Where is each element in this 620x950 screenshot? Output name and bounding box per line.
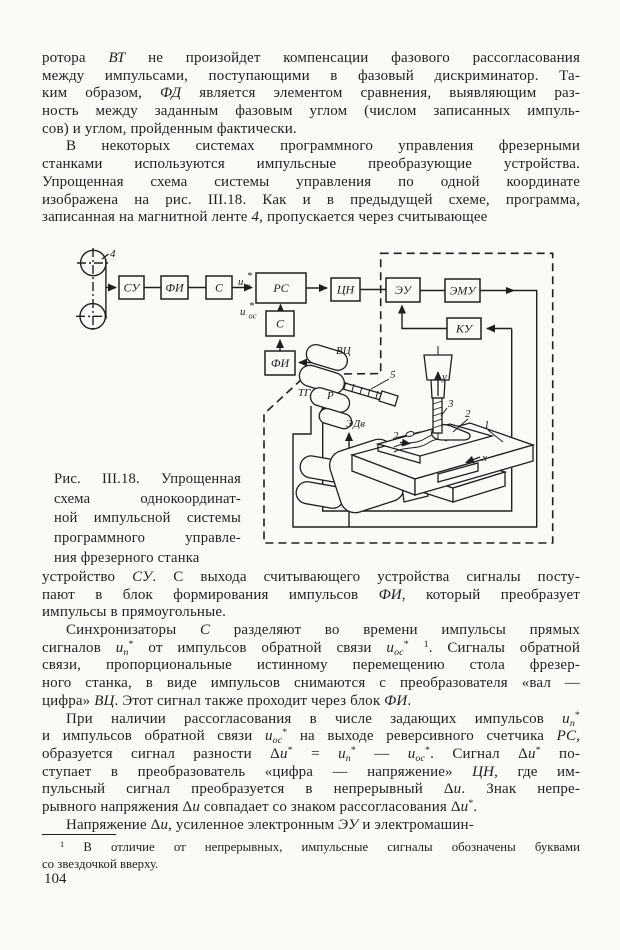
text-line: $^1$ В отличие от непрерывных, импульсные сигналы обозначены буквами — [60, 838, 580, 854]
text-line: сигналов $и_п^*$ от импульсов обратной связи $и_{ос}^*$ $^1$. Сигналы обратной — [42, 638, 581, 658]
x-axis-label: х — [482, 452, 487, 464]
svg-text:*: * — [249, 301, 254, 312]
caption-line: ния фрезерного станка — [54, 549, 200, 566]
page-number: 104 — [44, 871, 67, 887]
r-label: Р — [327, 390, 334, 402]
svg-text:и: и — [238, 276, 244, 288]
paragraph — [42, 817, 580, 835]
paragraph — [42, 569, 580, 622]
milling-machine-drawing — [294, 342, 533, 516]
caption-line: схема однокоординат- — [54, 490, 241, 507]
body-text-top — [42, 50, 580, 227]
footnote-rule — [42, 834, 116, 835]
paragraph — [42, 138, 580, 226]
text-line: ротора ВТ не произойдет компенсации фазового рассогласования — [42, 50, 580, 66]
svg-text:и: и — [240, 306, 246, 318]
caption-line: программного управле- — [54, 530, 241, 547]
text-line: изображена на рис. III.18. Как и в предыдущей схеме, программа, — [42, 191, 580, 208]
text-line: пают в блок формирования импульсов ФИ, который преобразует — [42, 586, 580, 603]
text-line: цифра» ВЦ. Этот сигнал также проходит через блок ФИ. — [42, 692, 412, 709]
text-line: ким образом, ФД является элементом сравнения, выявляющим раз- — [42, 85, 581, 102]
figure-caption — [54, 470, 241, 568]
footnote — [42, 839, 580, 873]
body-text-bottom — [42, 569, 580, 834]
text-line: станками используются импульсные преобразующие устройства. — [42, 156, 580, 173]
text-line: связи, пропорциональные истинному перемещению стола фрезер- — [42, 657, 580, 674]
slot-label: 2 — [393, 430, 399, 442]
tape-reels-icon — [76, 248, 110, 331]
svg-text:СУ: СУ — [123, 280, 140, 295]
text-line: и импульсов обратной связи $и_{ос}^*$ на выходе реверсивного счетчика РС, — [42, 727, 580, 747]
svg-text:КУ: КУ — [456, 321, 472, 336]
svg-text:ос: ос — [248, 310, 257, 321]
text-line: В некоторых системах программного управления фрезерными — [66, 138, 580, 155]
svg-text:*: * — [247, 271, 252, 282]
svg-text:п: п — [246, 280, 251, 291]
text-line: ступает в преобразователь «цифра — напряжение» ЦН, где им- — [42, 763, 581, 780]
svg-text:ЦН: ЦН — [336, 282, 355, 297]
tg-label: ТГ — [298, 387, 311, 399]
svg-text:С: С — [275, 316, 285, 331]
tool-label: 3 — [448, 398, 454, 410]
text-line: ность между заданным фазовым углом (числом записанных импуль- — [42, 103, 580, 120]
paragraph — [42, 50, 580, 138]
text-line: устройство СУ. С выхода считывающего устройства сигналы посту- — [42, 569, 580, 585]
text-line: записанная на магнитной ленте 4, пропускается через считывающее — [42, 209, 488, 226]
svg-text:РС: РС — [273, 281, 289, 295]
signal-label-uoc — [240, 301, 257, 321]
paragraph — [42, 622, 580, 710]
text-line: Упрощенная схема системы управления по одной координате — [42, 173, 580, 190]
text-line: со звездочкой вверху. — [42, 857, 159, 872]
screw-label: 5 — [390, 369, 396, 381]
caption-line: ной импульсной системы — [54, 510, 241, 527]
text-line: пульсный сигнал преобразуется в непрерывный Δи. Знак непре- — [42, 781, 581, 798]
paragraph — [42, 839, 580, 873]
paragraph — [42, 711, 580, 817]
text-line: сов) и углом, пройденным фактически. — [42, 120, 297, 137]
text-line: между импульсами, поступающими в фазовый дискриминатор. Та- — [42, 67, 580, 84]
svg-text:ФИ: ФИ — [165, 280, 184, 295]
vc-label: ВЦ — [336, 345, 351, 357]
table-label: 1 — [484, 419, 490, 431]
text-line: образуется сигнал разности $\Delta и^* = и_п^*$ — $и_{ос}^*$. Сигнал Δи* по- — [42, 744, 581, 765]
svg-text:С: С — [214, 280, 224, 295]
text-line: рывного напряжения Δи совпадает со знаком рассогласования Δи*. — [42, 798, 478, 815]
svg-text:ФИ: ФИ — [270, 356, 290, 370]
tape-label: 4 — [110, 248, 116, 260]
workpiece-label: 2 — [465, 408, 471, 420]
svg-text:ЭМУ: ЭМУ — [449, 283, 476, 298]
text-line: ного станка, в виде импульсов снимаются с преобразователя «вал — — [42, 675, 580, 692]
svg-text:ЭУ: ЭУ — [395, 283, 411, 297]
text-line: импульсы в прямоугольные. — [42, 604, 227, 621]
text-line: Синхронизаторы С разделяют во времени импульсы прямых — [66, 622, 580, 639]
caption-line: Рис. III.18. Упрощенная — [54, 471, 241, 487]
text-line: Напряжение Δи, усиленное электронным ЭУ и электромашин- — [66, 816, 474, 833]
y-axis-label: у — [442, 371, 447, 383]
edv-label: ЭДв — [346, 418, 365, 430]
text-line: При наличии рассогласования в числе задающих импульсов $и_п^*$ — [66, 709, 580, 729]
